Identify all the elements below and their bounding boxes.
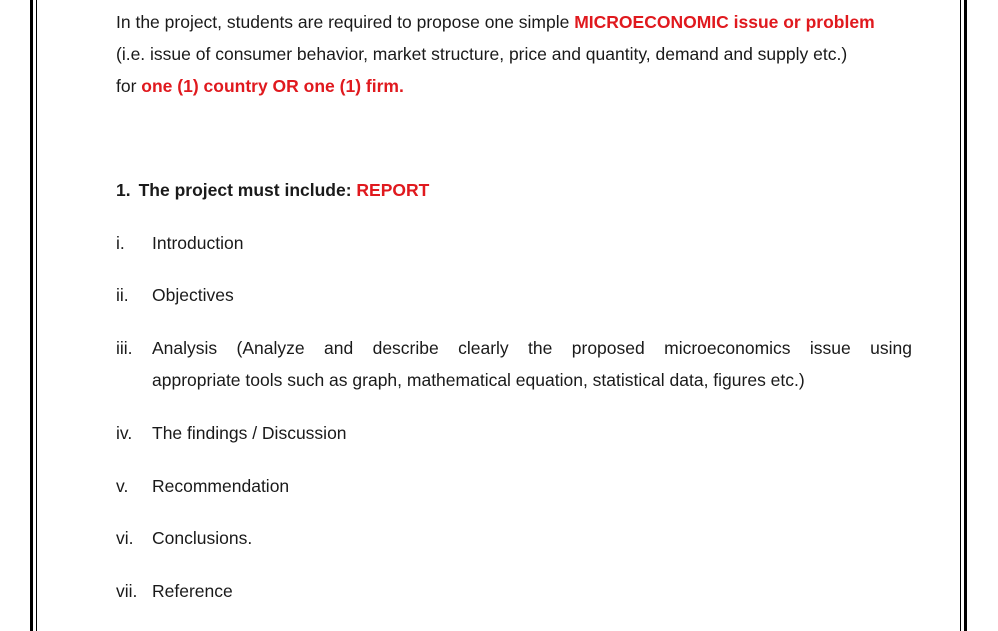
intro-paragraph: [116, 6, 912, 102]
list-item: [116, 575, 912, 607]
list-numeral: iv.: [116, 423, 133, 443]
list-item-line-1: Analysis (Analyze and describe clearly the proposed microeconomics issue using: [152, 338, 912, 358]
list-item-text: The findings / Discussion: [152, 423, 347, 443]
page-border-right-outer: [964, 0, 967, 631]
list-item-line-2: appropriate tools such as graph, mathematical equation, statistical data, figures etc.): [152, 370, 805, 390]
list-item: [116, 470, 912, 502]
list-numeral: vii.: [116, 581, 138, 601]
intro-text-2: (i.e. issue of consumer behavior, market structure, price and quantity, demand and supply etc.): [116, 44, 848, 64]
section-highlight: REPORT: [356, 180, 430, 200]
list-item-text: Introduction: [152, 233, 244, 253]
intro-text-3: for: [116, 76, 142, 96]
list-numeral: i.: [116, 233, 125, 253]
section-label: The project must include:: [138, 180, 357, 200]
page-border-left-outer: [30, 0, 33, 631]
intro-text-1: In the project, students are required to propose one simple: [116, 12, 575, 32]
list-item-text: Conclusions.: [152, 528, 253, 548]
list-item: [116, 417, 912, 449]
list-item-text: [152, 332, 912, 396]
list-numeral: v.: [116, 476, 129, 496]
section-number: 1.: [116, 180, 131, 200]
list-item-text: Reference: [152, 581, 233, 601]
list-item-text: Recommendation: [152, 476, 290, 496]
list-numeral: vi.: [116, 528, 134, 548]
page-border-right-inner: [960, 0, 961, 631]
intro-highlight-issue: MICROECONOMIC issue or problem: [574, 12, 875, 32]
list-item: [116, 227, 912, 259]
section-heading: [116, 174, 429, 206]
list-item-text: Objectives: [152, 285, 234, 305]
intro-highlight-scope: one (1) country OR one (1) firm.: [141, 76, 404, 96]
list-item: [116, 279, 912, 311]
list-item: [116, 522, 912, 554]
page-border-left-inner: [36, 0, 37, 631]
list-numeral: iii.: [116, 338, 133, 358]
list-item: [116, 332, 912, 396]
list-numeral: ii.: [116, 285, 129, 305]
